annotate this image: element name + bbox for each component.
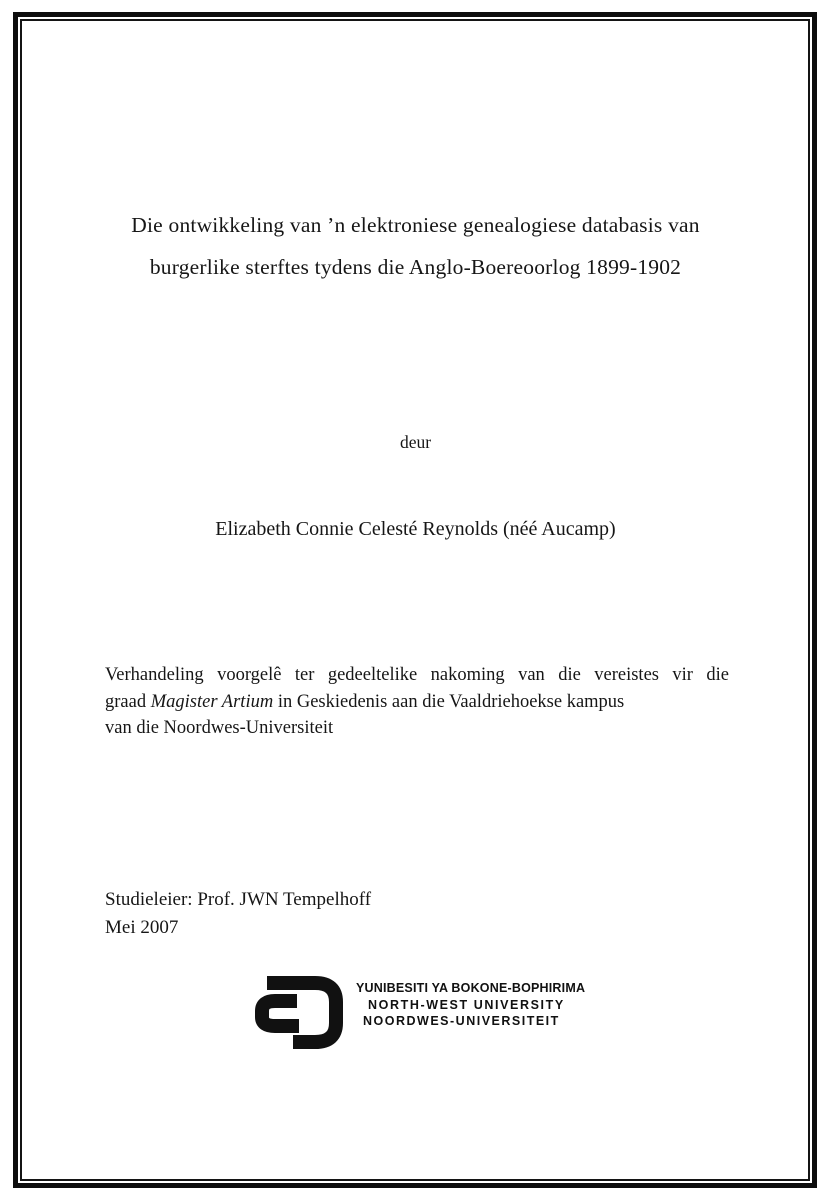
degree-statement-line-1: Verhandeling voorgelê ter gedeeltelike nakoming van die vereistes vir die — [105, 665, 729, 685]
date-line: Mei 2007 — [105, 916, 179, 938]
byline-deur: deur — [399, 432, 432, 452]
logo-text-afrikaans: NOORDWES-UNIVERSITEIT — [363, 1014, 560, 1028]
logo-text-english: NORTH-WEST UNIVERSITY — [368, 997, 565, 1012]
university-logo — [252, 972, 585, 1054]
degree-name-italic: Magister Artium — [150, 691, 274, 712]
author-name: Elizabeth Connie Celesté Reynolds (néé Aucamp) — [215, 518, 616, 540]
supervisor-line: Studieleier: Prof. JWN Tempelhoff — [105, 889, 372, 910]
nwu-interlocking-links-icon — [252, 972, 354, 1054]
supervisor-block — [105, 886, 371, 941]
thesis-title — [80, 204, 751, 288]
thesis-title-line-1: Die ontwikkeling van ’n elektroniese genealogiese databasis van — [131, 213, 700, 237]
degree-statement-line-3: van die Noordwes-Universiteit — [105, 718, 334, 738]
thesis-title-line-2: burgerlike sterftes tydens die Anglo-Boereoorlog 1899-1902 — [149, 255, 682, 279]
degree-statement-line-2-pre: graad — [105, 691, 151, 712]
degree-statement-line-2 — [105, 689, 729, 716]
degree-statement — [105, 662, 729, 742]
logo-text-setswana: YUNIBESITI YA BOKONE-BOPHIRIMA — [356, 981, 586, 995]
university-logo-text — [356, 972, 585, 1030]
degree-statement-line-2-post: in Geskiedenis aan die Vaaldriehoekse kampus — [273, 691, 625, 712]
